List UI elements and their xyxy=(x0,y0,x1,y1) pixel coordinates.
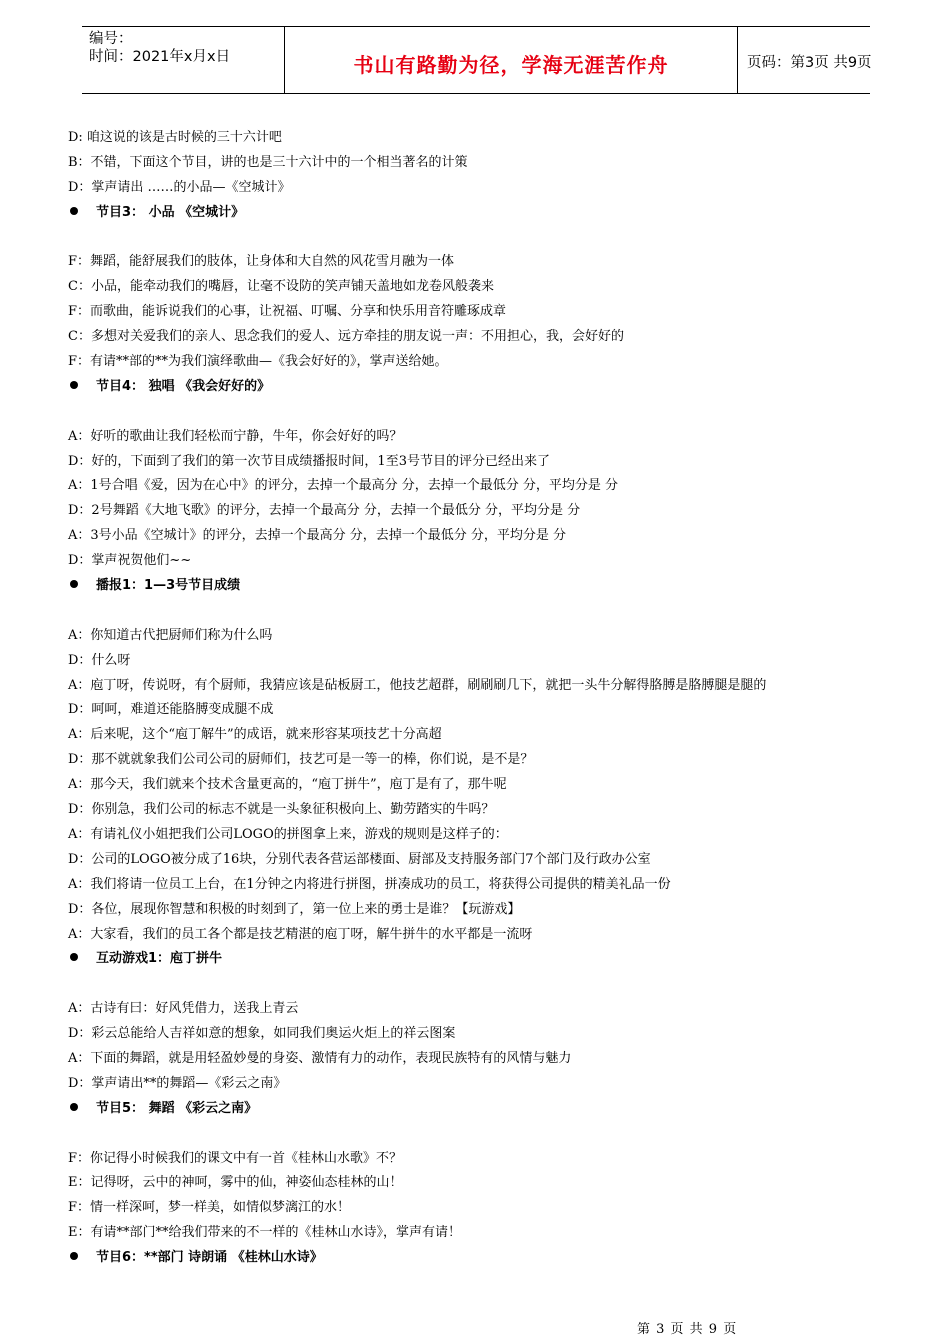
dialogue-line: A：3号小品《空城计》的评分，去掉一个最高分 分，去掉一个最低分 分，平均分是 分 xyxy=(68,528,567,544)
document-time-label: 时间：2021年x月x日 xyxy=(89,49,231,65)
dialogue-line: D：什么呀 xyxy=(68,652,131,668)
dialogue-line: A：我们将请一位员工上台，在1分钟之内将进行拼图，拼凑成功的员工，将获得公司提供的精美礼品一份 xyxy=(68,876,671,892)
blank-line xyxy=(68,1122,880,1147)
dialogue-line: A：庖丁呀，传说呀，有个厨师，我猜应该是砧板厨工，他技艺超群，刷刷刷几下，就把一头牛分解得胳膊是胳膊腿是腿的 xyxy=(68,677,767,693)
program-heading-text: 互动游戏1：庖丁拼牛 xyxy=(96,951,223,967)
dialogue-line: D：掌声请出**的舞蹈—《彩云之南》 xyxy=(68,1075,287,1091)
bullet-icon xyxy=(70,580,78,588)
program-heading xyxy=(68,201,880,226)
bullet-icon xyxy=(70,1252,78,1260)
script-body xyxy=(68,126,880,1271)
dialogue-line: A：那今天，我们就来个技术含量更高的，“庖丁拼牛”，庖丁是有了，那牛呢 xyxy=(68,777,507,793)
page-footer: 第 3 页 共 9 页 xyxy=(637,1322,738,1337)
dialogue-line: F：而歌曲，能诉说我们的心事，让祝福、叮嘱、分享和快乐用音符雕琢成章 xyxy=(68,304,507,320)
dialogue-line: F：有请**部的**为我们演绎歌曲—《我会好好的》，掌声送给她。 xyxy=(68,354,448,370)
program-heading-text: 节目6：**部门 诗朗诵 《桂林山水诗》 xyxy=(96,1250,323,1266)
dialogue-line: D：好的，下面到了我们的第一次节目成绩播报时间，1至3号节目的评分已经出来了 xyxy=(68,453,550,469)
header-motto-cell xyxy=(284,27,738,93)
document-number-label: 编号： xyxy=(89,31,133,47)
program-heading xyxy=(68,947,880,972)
program-heading xyxy=(68,574,880,599)
blank-line xyxy=(68,972,880,997)
dialogue-line: D：各位，展现你智慧和积极的时刻到了，第一位上来的勇士是谁？【玩游戏】 xyxy=(68,901,521,917)
dialogue-line: A：后来呢，这个“庖丁解牛”的成语，就来形容某项技艺十分高超 xyxy=(68,727,442,743)
dialogue-line: A：古诗有曰：好风凭借力，送我上青云 xyxy=(68,1001,299,1017)
blank-line xyxy=(68,599,880,624)
dialogue-line: A：有请礼仪小姐把我们公司LOGO的拼图拿上来，游戏的规则是这样子的： xyxy=(68,826,508,842)
dialogue-line: E：记得呀，云中的神呵，雾中的仙，神姿仙态桂林的山！ xyxy=(68,1175,403,1191)
header-page-cell xyxy=(737,27,870,93)
page-header xyxy=(82,26,870,94)
dialogue-line: D：那不就就象我们公司公司的厨师们，技艺可是一等一的棒，你们说，是不是？ xyxy=(68,752,534,768)
dialogue-line: D：呵呵，难道还能胳膊变成腿不成 xyxy=(68,702,274,718)
dialogue-line: F：情一样深呵，梦一样美，如情似梦漓江的水！ xyxy=(68,1200,351,1216)
dialogue-line: C：多想对关爱我们的亲人、思念我们的爱人、远方牵挂的朋友说一声：不用担心，我，会好好的 xyxy=(68,329,624,345)
program-heading-text: 节目4： 独唱 《我会好好的》 xyxy=(96,378,271,394)
dialogue-line: D: 咱这说的该是古时候的三十六计吧 xyxy=(68,130,282,145)
bullet-icon xyxy=(70,207,78,215)
header-motto: 书山有路勤为径，学海无涯苦作舟 xyxy=(353,53,669,77)
dialogue-line: D：2号舞蹈《大地飞歌》的评分，去掉一个最高分 分，去掉一个最低分 分，平均分是 分 xyxy=(68,503,581,519)
dialogue-line: C：小品，能牵动我们的嘴唇，让毫不设防的笑声铺天盖地如龙卷风般袭来 xyxy=(68,279,494,295)
program-heading-text: 播报1：1—3号节目成绩 xyxy=(96,578,241,594)
dialogue-line: A：你知道古代把厨师们称为什么吗 xyxy=(68,627,273,643)
program-heading xyxy=(68,1097,880,1122)
dialogue-line: E：有请**部门**给我们带来的不一样的《桂林山水诗》，掌声有请！ xyxy=(68,1225,461,1241)
dialogue-line: F：舞蹈，能舒展我们的肢体，让身体和大自然的风花雪月融为一体 xyxy=(68,254,455,270)
dialogue-line: A：下面的舞蹈，就是用轻盈妙曼的身姿、激情有力的动作，表现民族特有的风情与魅力 xyxy=(68,1050,572,1066)
blank-line xyxy=(68,226,880,251)
dialogue-line: D：掌声请出 ……的小品—《空城计》 xyxy=(68,179,291,195)
program-heading-text: 节目3： 小品 《空城计》 xyxy=(96,204,245,220)
bullet-icon xyxy=(70,381,78,389)
bullet-icon xyxy=(70,1103,78,1111)
dialogue-line: A：好听的歌曲让我们轻松而宁静，牛年，你会好好的吗？ xyxy=(68,428,403,444)
blank-line xyxy=(68,400,880,425)
dialogue-line: D：你别急，我们公司的标志不就是一头象征积极向上、勤劳踏实的牛吗？ xyxy=(68,802,495,818)
dialogue-line: D：掌声祝贺他们~~ xyxy=(68,553,192,569)
header-page-label: 页码：第3页 共9页 xyxy=(747,55,872,71)
dialogue-line: B：不错，下面这个节目，讲的也是三十六计中的一个相当著名的计策 xyxy=(68,154,468,170)
dialogue-line: F：你记得小时候我们的课文中有一首《桂林山水歌》不？ xyxy=(68,1150,403,1166)
header-left-cell xyxy=(82,27,284,93)
dialogue-line: D：彩云总能给人吉祥如意的想象，如同我们奥运火炬上的祥云图案 xyxy=(68,1026,456,1042)
program-heading xyxy=(68,1246,880,1271)
dialogue-line: A：1号合唱《爱，因为在心中》的评分，去掉一个最高分 分，去掉一个最低分 分，平均分是 分 xyxy=(68,478,619,494)
dialogue-line: D：公司的LOGO被分成了16块，分别代表各营运部楼面、厨部及支持服务部门7个部门及行政办公室 xyxy=(68,851,651,867)
program-heading-text: 节目5： 舞蹈 《彩云之南》 xyxy=(96,1100,258,1116)
dialogue-line: A：大家看，我们的员工各个都是技艺精湛的庖丁呀，解牛拼牛的水平都是一流呀 xyxy=(68,926,533,942)
program-heading xyxy=(68,375,880,400)
bullet-icon xyxy=(70,953,78,961)
